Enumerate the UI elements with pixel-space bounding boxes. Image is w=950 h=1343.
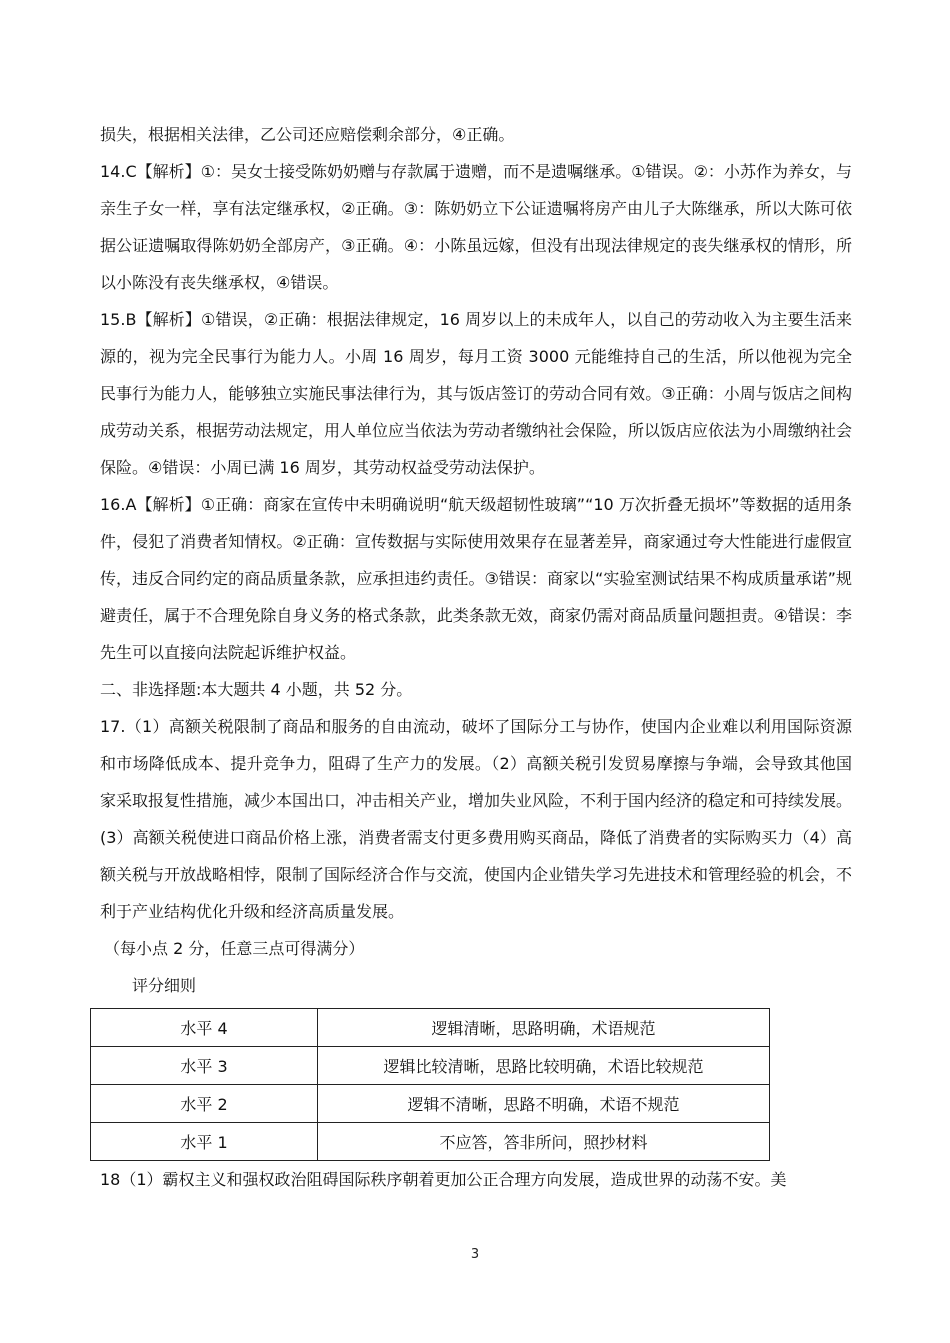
rubric-desc-cell: 不应答，答非所问，照抄材料 bbox=[318, 1123, 770, 1161]
answer-17: 17.（1）高额关税限制了商品和服务的自由流动，破坏了国际分工与协作，使国内企业难以利用国际资源和市场降低成本、提升竞争力，阻碍了生产力的发展。（2）高额关税引发贸易摩擦与争端，会导致其他国家采取报复性措施，减少本国出口，冲击相关产业，增加失业风险，不利于国内经济的稳定和可持续发展。(3）高额关税使进口商品价格上涨，消费者需支付更多费用购买商品，降低了消费者的实际购买力（4）高额关税与开放战略相悖，限制了国际经济合作与交流，使国内企业错失学习先进技术和管理经验的机会，不利于产业结构优化升级和经济高质量发展。 bbox=[100, 717, 853, 921]
rubric-caption: 评分细则 bbox=[132, 976, 197, 995]
answer-15: 15.B【解析】①错误，②正确：根据法律规定，16 周岁以上的未成年人，以自己的劳动收入为主要生活来源的，视为完全民事行为能力人。小周 16 周岁，每月工资 3000 元能维持自己的生活，所以他视为完全民事行为能力人，能够独立实施民事法律行为，其与饭店签订的劳动合同有效。③正确：小周与饭店之间构成劳动关系，根据劳动法规定，用人单位应当依法为劳动者缴纳社会保险，所以饭店应依法为小周缴纳社会保险。④错误：小周已满 16 周岁，其劳动权益受劳动法保护。 bbox=[100, 310, 853, 477]
table-row bbox=[91, 1085, 770, 1123]
rubric-level-cell: 水平 3 bbox=[91, 1047, 318, 1085]
answer-18-start: 18（1）霸权主义和强权政治阻碍国际秩序朝着更加公正合理方向发展，造成世界的动荡不安。美 bbox=[100, 1170, 787, 1189]
rubric-desc-cell: 逻辑比较清晰，思路比较明确，术语比较规范 bbox=[318, 1047, 770, 1085]
answer-14: 14.C【解析】①：吴女士接受陈奶奶赠与存款属于遗赠，而不是遗嘱继承。①错误。②：小苏作为养女，与亲生子女一样，享有法定继承权，②正确。③：陈奶奶立下公证遗嘱将房产由儿子大陈继承，所以大陈可依据公证遗嘱取得陈奶奶全部房产，③正确。④：小陈虽远嫁，但没有出现法律规定的丧失继承权的情形，所以小陈没有丧失继承权，④错误。 bbox=[100, 162, 852, 292]
rubric-desc-cell: 逻辑清晰，思路明确，术语规范 bbox=[318, 1009, 770, 1047]
rubric-desc-cell: 逻辑不清晰，思路不明确，术语不规范 bbox=[318, 1085, 770, 1123]
paragraph-13-continuation: 损失，根据相关法律，乙公司还应赔偿剩余部分，④正确。 bbox=[100, 125, 515, 144]
page-content bbox=[100, 116, 852, 1198]
table-row bbox=[91, 1009, 770, 1047]
scoring-note: （每小点 2 分，任意三点可得满分） bbox=[104, 939, 365, 958]
section-heading-non-choice: 二、非选择题:本大题共 4 小题，共 52 分。 bbox=[100, 680, 413, 699]
rubric-level-cell: 水平 1 bbox=[91, 1123, 318, 1161]
table-row bbox=[91, 1047, 770, 1085]
rubric-level-cell: 水平 2 bbox=[91, 1085, 318, 1123]
answer-16: 16.A【解析】①正确：商家在宣传中未明确说明“航天级超韧性玻璃”“10 万次折叠无损坏”等数据的适用条件，侵犯了消费者知情权。②正确：宣传数据与实际使用效果存在显著差异，商家通过夸大性能进行虚假宣传，违反合同约定的商品质量条款，应承担违约责任。③错误：商家以“实验室测试结果不构成质量承诺”规避责任，属于不合理免除自身义务的格式条款，此类条款无效，商家仍需对商品质量问题担责。④错误：李先生可以直接向法院起诉维护权益。 bbox=[100, 495, 852, 662]
rubric-table bbox=[90, 1008, 770, 1161]
page-number: 3 bbox=[470, 1247, 480, 1262]
table-row bbox=[91, 1123, 770, 1161]
rubric-level-cell: 水平 4 bbox=[91, 1009, 318, 1047]
